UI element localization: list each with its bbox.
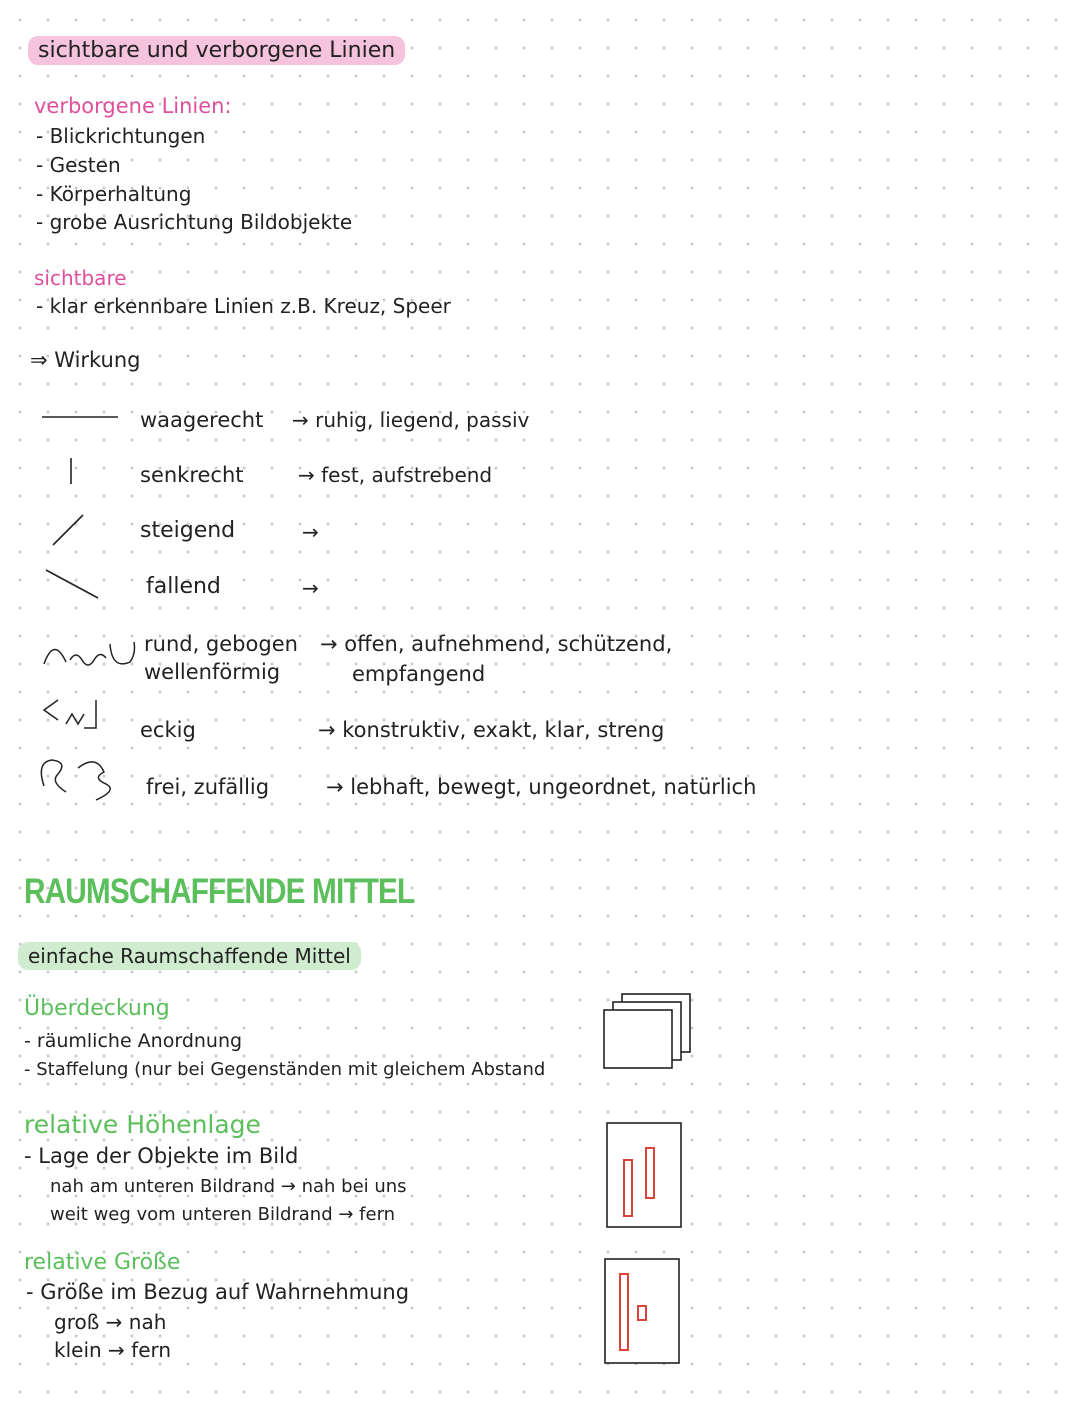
overlap-heading: Überdeckung xyxy=(24,996,170,1021)
rising-line-icon xyxy=(50,512,86,548)
falling-line-icon xyxy=(44,568,100,600)
free-line-icon xyxy=(34,752,120,802)
line-effect-text: → offen, aufnehmend, schützend, xyxy=(320,632,673,656)
list-item: - Blickrichtungen xyxy=(36,124,206,148)
line-type-label: rund, gebogen xyxy=(144,632,298,656)
curved-line-icon xyxy=(40,636,132,668)
page-title: sichtbare und verborgene Linien xyxy=(28,36,405,65)
size-heading: relative Größe xyxy=(24,1250,181,1275)
list-item: nah am unteren Bildrand → nah bei uns xyxy=(50,1176,407,1197)
line-type-label: fallend xyxy=(146,574,221,599)
list-item: - klar erkennbare Linien z.B. Kreuz, Speer xyxy=(36,294,451,318)
line-type-label: senkrecht xyxy=(140,463,244,487)
list-item: weit weg vom unteren Bildrand → fern xyxy=(50,1204,396,1225)
line-type-label: eckig xyxy=(140,718,196,742)
list-item: - Staffelung (nur bei Gegenständen mit gleichem Abstand xyxy=(24,1059,546,1080)
line-effect-text: → xyxy=(302,520,319,544)
section-heading: RAUMSCHAFFENDE MITTEL xyxy=(24,872,415,911)
size-comparison-icon xyxy=(604,1258,680,1364)
list-item: - räumliche Anordnung xyxy=(24,1030,243,1052)
line-type-label: wellenförmig xyxy=(144,660,281,684)
list-item: groß → nah xyxy=(54,1310,167,1334)
line-type-label: frei, zufällig xyxy=(146,775,270,799)
line-effect-text: → xyxy=(302,576,319,600)
list-item: - Lage der Objekte im Bild xyxy=(24,1144,299,1168)
visible-lines-heading: sichtbare xyxy=(34,266,127,290)
list-item: klein → fern xyxy=(54,1338,172,1362)
list-item: - Größe im Bezug auf Wahrnehmung xyxy=(26,1280,410,1304)
list-item: - Körperhaltung xyxy=(36,182,192,206)
overlapping-squares-icon xyxy=(600,990,696,1076)
hidden-lines-heading: verborgene Linien: xyxy=(34,94,232,118)
list-item: - Gesten xyxy=(36,153,121,177)
effect-heading: ⇒ Wirkung xyxy=(30,348,141,372)
list-item: - grobe Ausrichtung Bildobjekte xyxy=(36,210,353,234)
height-position-icon xyxy=(606,1122,682,1228)
horizontal-line-icon xyxy=(40,414,120,420)
section-subheading: einfache Raumschaffende Mittel xyxy=(18,942,361,970)
height-heading: relative Höhenlage xyxy=(24,1110,261,1139)
line-effect-text: → fest, aufstrebend xyxy=(298,463,493,487)
line-type-label: steigend xyxy=(140,518,236,543)
line-effect-text: empfangend xyxy=(352,662,486,686)
line-effect-text: → ruhig, liegend, passiv xyxy=(292,408,530,432)
line-effect-text: → konstruktiv, exakt, klar, streng xyxy=(318,718,665,742)
vertical-line-icon xyxy=(66,456,76,486)
line-effect-text: → lebhaft, bewegt, ungeordnet, natürlich xyxy=(326,775,757,799)
angular-line-icon xyxy=(40,696,100,732)
line-type-label: waagerecht xyxy=(140,408,264,432)
